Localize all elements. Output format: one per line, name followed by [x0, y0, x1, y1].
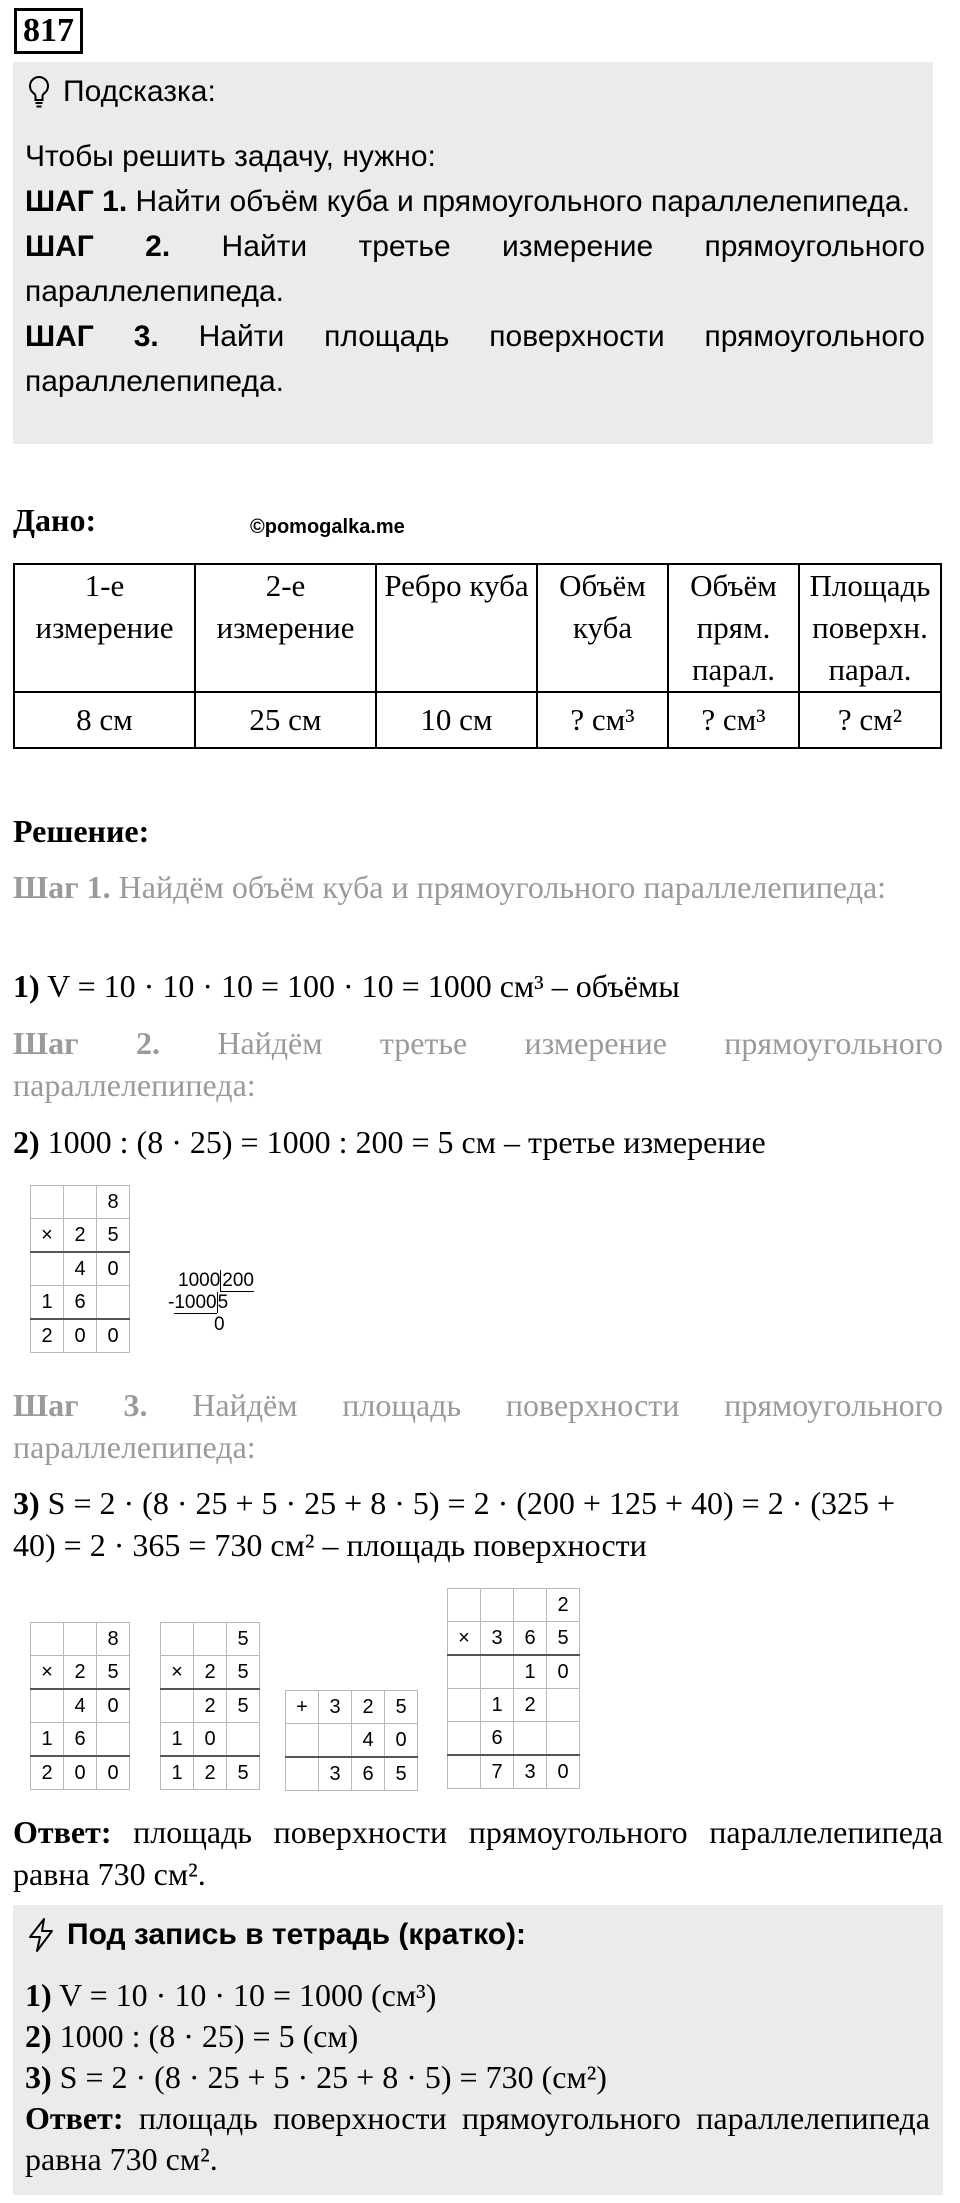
lightning-icon — [27, 1917, 55, 1953]
value-cell: ? см² — [799, 692, 941, 748]
step-1: Шаг 1. Найдём объём куба и прямоугольного параллелепипеда: — [13, 869, 887, 905]
brief-title: Под запись в тетрадь (кратко): — [67, 1918, 527, 1951]
multiplication-grid: 8 × 2 5 4 0 1 6 2 0 0 — [30, 1185, 130, 1353]
step-3: Шаг 3. Найдём площадь поверхности прямоугольного параллелепипеда: — [13, 1387, 943, 1465]
header-cell: Объём куба — [537, 564, 668, 692]
value-cell: 8 см — [14, 692, 195, 748]
header-cell: Ребро куба — [376, 564, 537, 692]
given-label: Дано: — [13, 502, 97, 538]
hint-step-1: ШАГ 1. Найти объём куба и прямоугольного параллелепипеда. — [25, 185, 910, 218]
value-cell: ? см³ — [668, 692, 799, 748]
answer: Ответ: площадь поверхности прямоугольного параллелепипеда равна 730 см². — [13, 1814, 944, 1892]
hint-body — [25, 134, 925, 404]
brief-line-1: 1) V = 10 · 10 · 10 = 1000 (см³) — [25, 1977, 437, 2013]
brief-box — [13, 1905, 943, 2195]
brief-line-2: 2) 1000 : (8 · 25) = 5 (см) — [25, 2018, 359, 2054]
hint-title: Подсказка: — [63, 75, 216, 108]
equation-2: 2) 1000 : (8 · 25) = 1000 : 200 = 5 см – третье измерение — [13, 1124, 766, 1160]
times-sign: × — [31, 1219, 64, 1253]
value-cell: 10 см — [376, 692, 537, 748]
task-number: 817 — [14, 8, 83, 54]
addition-grid: + 3 2 5 4 0 3 6 5 — [285, 1690, 418, 1791]
hint-box — [13, 62, 933, 444]
header-cell: 2-е измерение — [195, 564, 376, 692]
brief-line-3: 3) S = 2 · (8 · 25 + 5 · 25 + 8 · 5) = 730 (см²) — [25, 2059, 607, 2095]
header-cell: 1-е измерение — [14, 564, 195, 692]
multiplication-grid: 5 × 2 5 2 5 1 0 1 2 5 — [160, 1622, 260, 1790]
multiplication-grid: 2 × 3 6 5 1 0 1 2 6 7 3 0 — [447, 1588, 580, 1789]
long-division: 1000 200 -10005 0 — [168, 1270, 254, 1335]
header-cell: Площадь поверхн. парал. — [799, 564, 941, 692]
watermark: ©pomogalka.me — [250, 516, 405, 538]
equation-3: 3) S = 2 · (8 · 25 + 5 · 25 + 8 · 5) = 2 · (200 + 125 + 40) = 2 · (325 + 40) = 2 · 365 = 730 см² – площадь поверхности — [13, 1485, 896, 1563]
header-cell: Объём прям. парал. — [668, 564, 799, 692]
brief-header — [27, 1915, 526, 1955]
lightbulb-icon — [27, 75, 51, 109]
hint-header — [27, 72, 216, 112]
value-cell: ? см³ — [537, 692, 668, 748]
hint-intro: Чтобы решить задачу, нужно: — [25, 140, 436, 173]
equation-1: 1) V = 10 · 10 · 10 = 100 · 10 = 1000 см³ – объёмы — [13, 968, 680, 1004]
hint-step-2: ШАГ 2. Найти третье измерение прямоугольного параллелепипеда. — [25, 230, 925, 308]
multiplication-grid: 8 × 2 5 4 0 1 6 2 0 0 — [30, 1622, 130, 1790]
value-cell: 25 см — [195, 692, 376, 748]
solution-label: Решение: — [13, 813, 150, 849]
brief-answer: Ответ: площадь поверхности прямоугольного параллелепипеда равна 730 см². — [25, 2100, 931, 2177]
brief-body — [25, 1975, 930, 2180]
given-table — [13, 563, 942, 749]
hint-step-3: ШАГ 3. Найти площадь поверхности прямоугольного параллелепипеда. — [25, 320, 925, 398]
step-2: Шаг 2. Найдём третье измерение прямоугольного параллелепипеда: — [13, 1025, 944, 1103]
